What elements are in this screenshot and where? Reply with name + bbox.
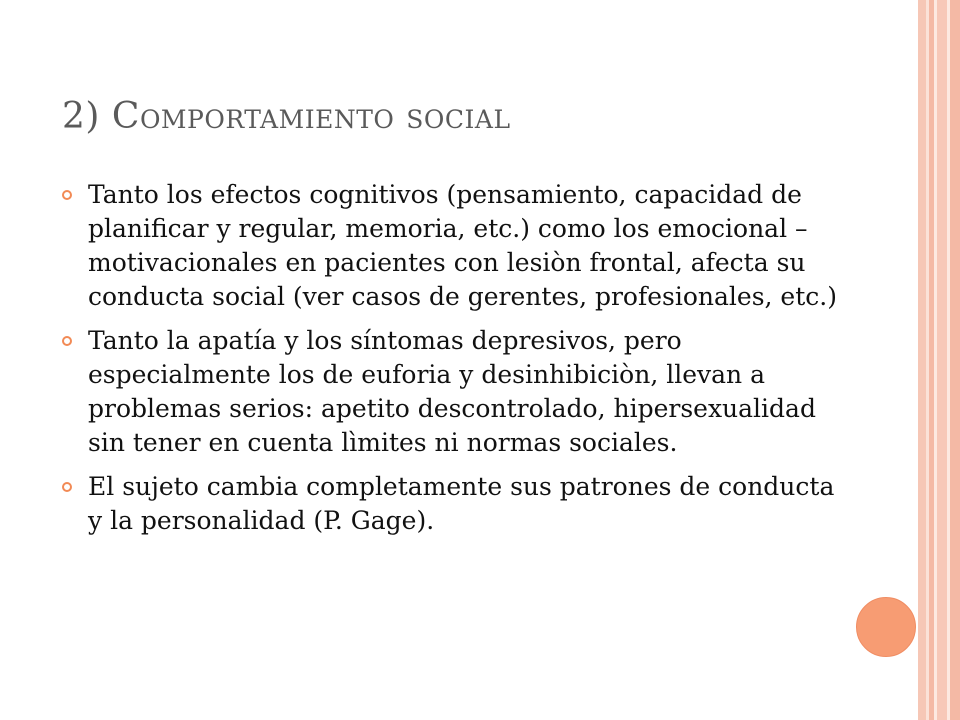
- bullet-list: [62, 178, 842, 548]
- bullet-item: [62, 324, 842, 460]
- decorative-stripe: [937, 0, 947, 720]
- decorative-circle: [856, 597, 916, 657]
- bullet-circle-icon: [62, 336, 72, 346]
- bullet-circle-icon: [62, 190, 72, 200]
- bullet-item: [62, 178, 842, 314]
- bullet-item: [62, 470, 842, 538]
- bullet-text: Tanto la apatía y los síntomas depresivos, pero especialmente los de euforia y desinhibiciòn, llevan a problemas serios: apetito descontrolado, hipersexualidad sin tener en cuenta lìmites ni normas sociales.: [88, 326, 816, 457]
- decorative-stripe: [950, 0, 960, 720]
- bullet-text: Tanto los efectos cognitivos (pensamiento, capacidad de planificar y regular, memoria, etc.) como los emocional – motivacionales en pacientes con lesiòn frontal, afecta su conducta social (ver casos de gerentes, profesionales, etc.): [88, 180, 837, 311]
- bullet-circle-icon: [62, 482, 72, 492]
- decorative-stripe: [918, 0, 926, 720]
- bullet-text: El sujeto cambia completamente sus patrones de conducta y la personalidad (P. Gage).: [88, 472, 835, 535]
- slide-title: 2) Comportamiento social: [62, 96, 511, 137]
